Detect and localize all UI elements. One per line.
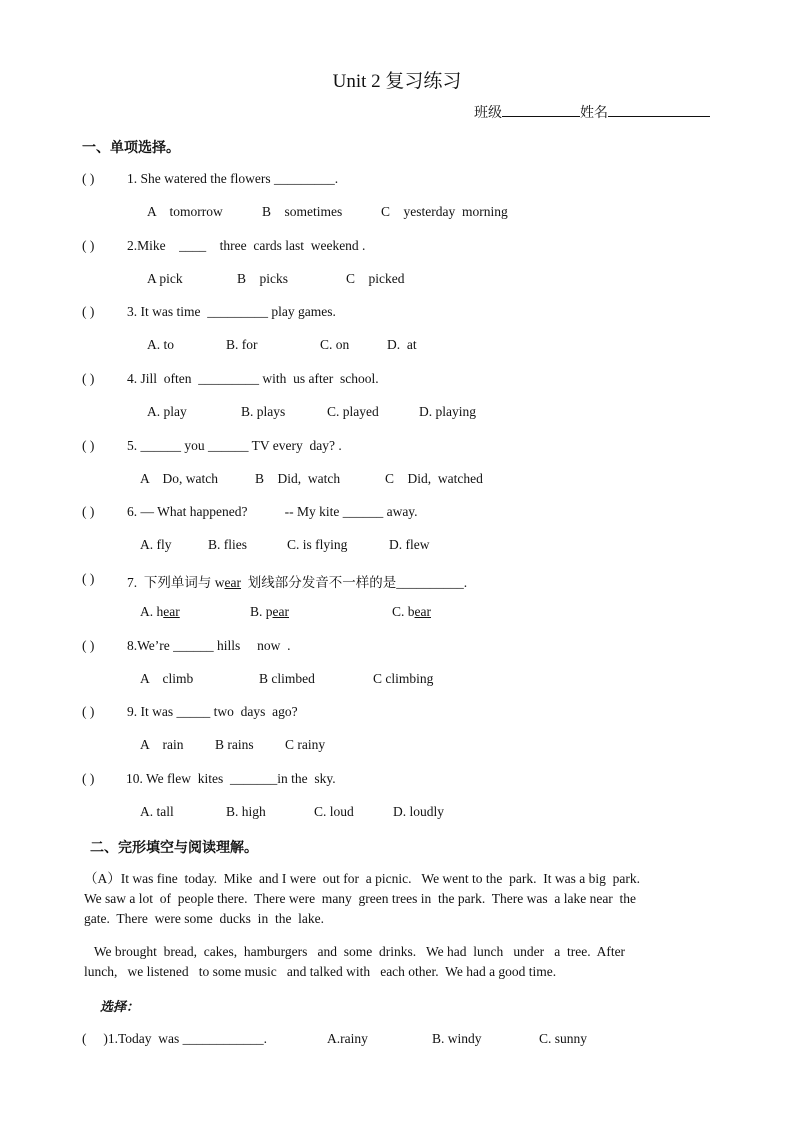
passage-line: We brought bread, cakes, hamburgers and some drinks. We had lunch under a tree. After bbox=[84, 944, 626, 959]
question-text-end: away. bbox=[383, 504, 418, 519]
question-10 bbox=[126, 771, 336, 787]
answer-paren[interactable]: ( ) bbox=[82, 504, 95, 519]
answer-paren[interactable]: ( ) bbox=[82, 438, 95, 453]
question-text-end: you ______ TV every day? . bbox=[181, 438, 342, 453]
option-b: B climbed bbox=[259, 671, 315, 686]
option-b: B. high bbox=[226, 804, 266, 819]
passage-line: gate. There were some ducks in the lake. bbox=[84, 911, 325, 926]
question-text: 2.Mike bbox=[127, 238, 180, 253]
question-text-end: in the sky. bbox=[277, 771, 336, 786]
reading-option: C. sunny bbox=[539, 1031, 588, 1046]
answer-paren[interactable]: ( ) bbox=[82, 704, 95, 719]
option-c bbox=[392, 604, 431, 620]
answer-blank[interactable]: _________ bbox=[273, 171, 335, 186]
option-text: A. h bbox=[140, 604, 164, 619]
option-a: A pick bbox=[147, 271, 183, 286]
question-text: 7. 下列单词与 w bbox=[127, 575, 225, 590]
option-d: D. flew bbox=[389, 537, 430, 552]
option-a: A rain bbox=[140, 737, 184, 752]
question-1 bbox=[127, 171, 338, 187]
question-text-end: . bbox=[463, 575, 468, 590]
answer-blank[interactable]: _____ bbox=[176, 704, 211, 719]
passage-line: lunch, we listened to some music and talked with each other. We had a good time. bbox=[84, 964, 557, 979]
question-3 bbox=[127, 304, 336, 320]
answer-paren[interactable]: ( ) bbox=[82, 371, 95, 386]
reading-option: B. windy bbox=[432, 1031, 482, 1046]
class-name-line bbox=[474, 102, 710, 122]
option-d: D. at bbox=[387, 337, 417, 352]
question-7 bbox=[127, 571, 467, 591]
answer-blank[interactable]: _________ bbox=[207, 304, 268, 319]
passage-line: We saw a lot of people there. There were many green trees in the park. There was a lake near the bbox=[84, 891, 637, 906]
question-text: 划线部分发音不一样的是 bbox=[240, 575, 397, 590]
question-8 bbox=[127, 638, 291, 654]
question-5 bbox=[127, 438, 342, 454]
passage-paragraph-2 bbox=[84, 942, 710, 982]
option-c: C picked bbox=[346, 271, 405, 286]
option-b bbox=[250, 604, 289, 620]
section1-title: 一、单项选择。 bbox=[82, 140, 180, 156]
option-b: B picks bbox=[237, 271, 289, 286]
question-text-end: with us after school. bbox=[259, 371, 379, 386]
class-label: 班级 bbox=[474, 106, 502, 121]
question-text: 6. — What happened? -- My kite bbox=[127, 504, 343, 519]
option-c: C. on bbox=[320, 337, 350, 352]
option-c: C. loud bbox=[314, 804, 354, 819]
question-text-end: play games. bbox=[268, 304, 336, 319]
option-c: C Did, watched bbox=[385, 471, 483, 486]
question-text: 10. We flew kites bbox=[126, 771, 231, 786]
question-2 bbox=[127, 238, 365, 254]
option-c: C. played bbox=[327, 404, 379, 419]
underlined-letters: ear bbox=[163, 604, 180, 619]
option-a: A climb bbox=[140, 671, 194, 686]
underlined-letters: ear bbox=[224, 575, 241, 590]
name-label: 姓名 bbox=[580, 106, 608, 121]
answer-blank[interactable]: ______ bbox=[342, 504, 384, 519]
option-c: C rainy bbox=[285, 737, 326, 752]
question-text-end: three cards last weekend . bbox=[206, 238, 366, 253]
answer-paren[interactable]: ( ) bbox=[82, 1031, 108, 1046]
option-b: B. plays bbox=[241, 404, 286, 419]
option-a: A Do, watch bbox=[140, 471, 218, 486]
option-c: C. is flying bbox=[287, 537, 348, 552]
answer-blank[interactable]: ______ bbox=[140, 438, 181, 453]
question-text-end: hills now . bbox=[213, 638, 291, 653]
question-text-end: . bbox=[334, 171, 339, 186]
option-c: C yesterday morning bbox=[381, 204, 508, 219]
question-text: 8.We’re bbox=[127, 638, 174, 653]
option-a bbox=[140, 604, 180, 620]
answer-blank[interactable]: ____ bbox=[179, 238, 207, 253]
option-d: D. loudly bbox=[393, 804, 445, 819]
question-9 bbox=[127, 704, 298, 720]
answer-paren[interactable]: ( ) bbox=[82, 171, 95, 186]
answer-blank[interactable]: ____________ bbox=[182, 1031, 264, 1046]
underlined-letters: ear bbox=[272, 604, 289, 619]
select-label: 选择： bbox=[100, 1000, 140, 1015]
class-blank[interactable] bbox=[502, 102, 580, 117]
passage-paragraph-1 bbox=[84, 869, 710, 929]
option-b: B Did, watch bbox=[255, 471, 341, 486]
question-text: 5. bbox=[127, 438, 141, 453]
option-text: C. b bbox=[392, 604, 415, 619]
option-text: B. p bbox=[250, 604, 273, 619]
question-text: 9. It was bbox=[127, 704, 177, 719]
option-a: A. play bbox=[147, 404, 187, 419]
option-d: D. playing bbox=[419, 404, 476, 419]
question-4 bbox=[127, 371, 379, 387]
option-a: A. to bbox=[147, 337, 174, 352]
question-text-end: . bbox=[263, 1031, 268, 1046]
answer-blank[interactable]: _________ bbox=[198, 371, 259, 386]
page-title: Unit 2 复习练习 bbox=[332, 71, 462, 92]
option-b: B sometimes bbox=[262, 204, 343, 219]
section2-title: 二、完形填空与阅读理解。 bbox=[90, 840, 258, 856]
option-b: B. for bbox=[226, 337, 258, 352]
option-a: A tomorrow bbox=[147, 204, 223, 219]
answer-blank[interactable]: _______ bbox=[230, 771, 278, 786]
answer-paren[interactable]: ( ) bbox=[82, 571, 95, 586]
option-b: B rains bbox=[215, 737, 254, 752]
answer-paren[interactable]: ( ) bbox=[82, 638, 95, 653]
reading-question-1 bbox=[82, 1031, 267, 1047]
question-text: 4. Jill often bbox=[127, 371, 199, 386]
reading-option: A.rainy bbox=[327, 1031, 368, 1046]
option-a: A. fly bbox=[140, 537, 172, 552]
answer-paren[interactable]: ( ) bbox=[82, 771, 95, 786]
name-blank[interactable] bbox=[608, 102, 710, 117]
option-c: C climbing bbox=[373, 671, 434, 686]
question-text: 3. It was time bbox=[127, 304, 208, 319]
option-b: B. flies bbox=[208, 537, 247, 552]
question-text: 1.Today was bbox=[107, 1031, 183, 1046]
answer-blank[interactable]: __________ bbox=[396, 575, 464, 590]
answer-paren[interactable]: ( ) bbox=[82, 304, 95, 319]
answer-paren[interactable]: ( ) bbox=[82, 238, 95, 253]
underlined-letters: ear bbox=[414, 604, 431, 619]
passage-line: （A）It was fine today. Mike and I were out for a picnic. We went to the park. It was a big park. bbox=[84, 871, 641, 886]
question-text: 1. She watered the flowers bbox=[127, 171, 274, 186]
option-a: A. tall bbox=[140, 804, 174, 819]
question-6 bbox=[127, 504, 418, 520]
question-text-end: two days ago? bbox=[210, 704, 298, 719]
answer-blank[interactable]: ______ bbox=[173, 638, 214, 653]
